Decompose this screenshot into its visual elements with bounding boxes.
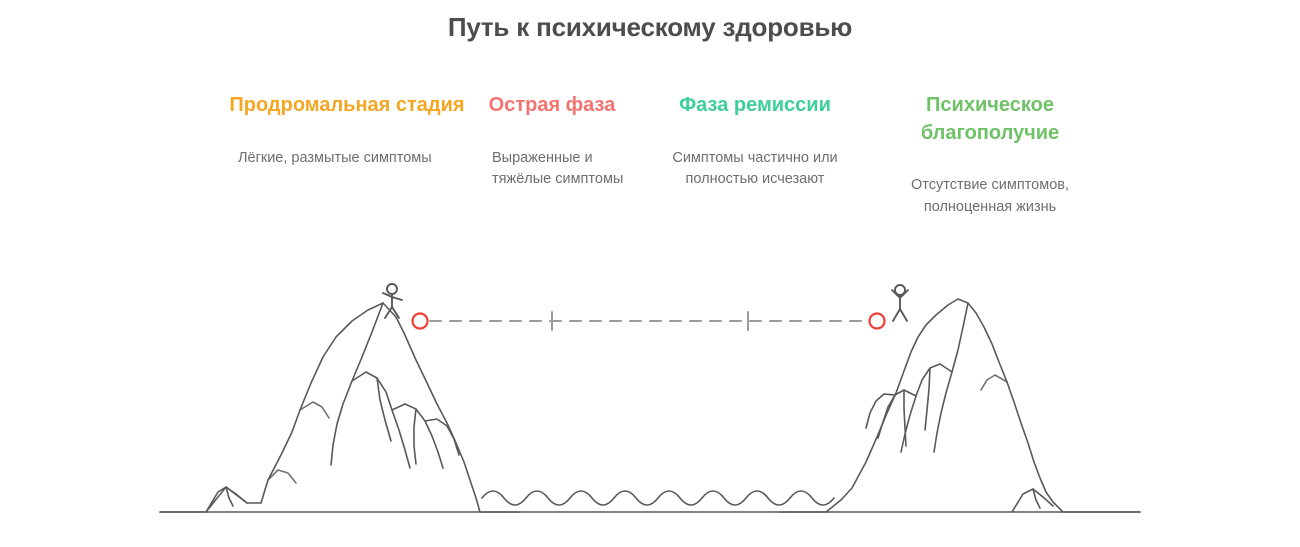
stage-heading: Продромальная стадия	[229, 94, 465, 116]
stage-description: Выраженные и тяжёлые симптомы	[492, 149, 624, 188]
stage-heading: Острая фаза	[488, 94, 616, 116]
stage-description: Симптомы частично или полностью исчезают	[672, 149, 838, 188]
stage-heading: Фаза ремиссии	[679, 94, 831, 116]
stage-description: Лёгкие, размытые симптомы	[238, 149, 432, 166]
stage-description: Отсутствие симптомов, полноценная жизнь	[911, 177, 1069, 215]
stage-heading: Психическое благополучие	[920, 94, 1060, 144]
page-title: Путь к психическому здоровью	[447, 12, 853, 42]
